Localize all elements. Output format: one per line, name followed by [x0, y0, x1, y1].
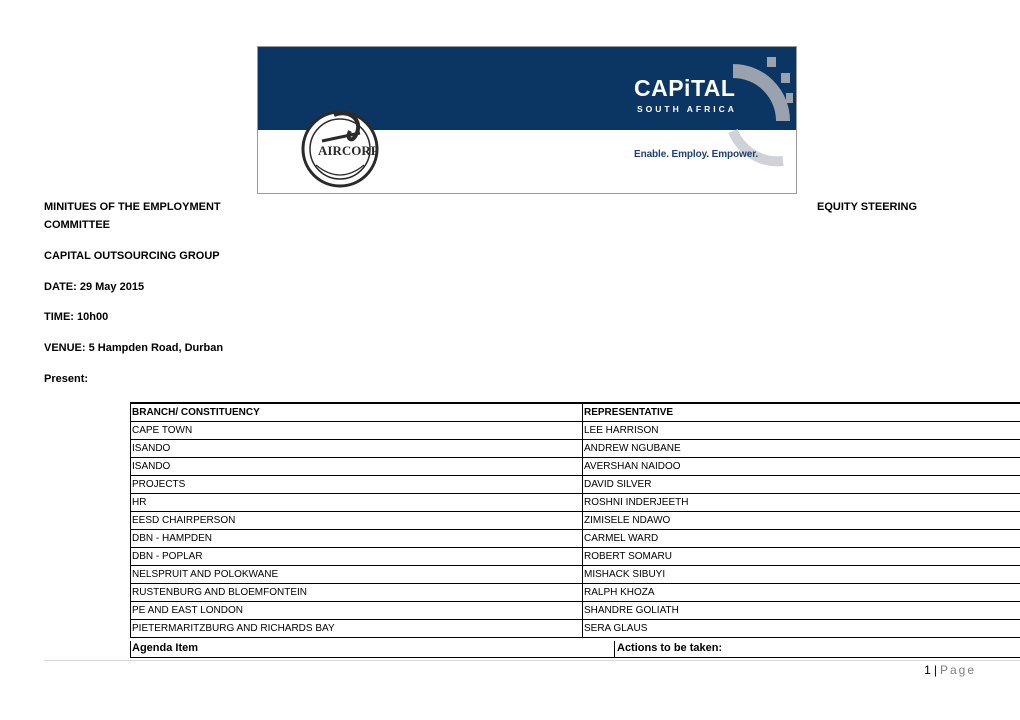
meeting-date: DATE: 29 May 2015	[44, 281, 145, 293]
group-name: CAPITAL OUTSOURCING GROUP	[44, 250, 220, 262]
table-header-row	[131, 403, 1020, 422]
cell-branch: PROJECTS	[131, 476, 583, 494]
page-separator: |	[933, 663, 937, 677]
attendance-table	[130, 402, 1020, 638]
cell-representative: SERA GLAUS	[583, 620, 1020, 638]
meeting-venue: VENUE: 5 Hampden Road, Durban	[44, 342, 224, 354]
cell-representative: ROBERT SOMARU	[583, 548, 1020, 566]
cell-branch: EESD CHAIRPERSON	[131, 512, 583, 530]
cell-branch: PIETERMARITZBURG AND RICHARDS BAY	[131, 620, 583, 638]
cell-representative: ROSHNI INDERJEETH	[583, 494, 1020, 512]
cell-representative: RALPH KHOZA	[583, 584, 1020, 602]
table-row	[131, 548, 1020, 566]
brand-subtitle: SOUTH AFRICA	[637, 104, 737, 114]
svg-text:AIRCORP: AIRCORP	[318, 143, 379, 158]
table-row	[131, 566, 1020, 584]
actions-label: Actions to be taken:	[617, 642, 723, 654]
cell-branch: PE AND EAST LONDON	[131, 602, 583, 620]
title-line1-left: MINITUES OF THE EMPLOYMENT	[44, 201, 221, 213]
cell-representative: DAVID SILVER	[583, 476, 1020, 494]
page-number	[924, 663, 976, 677]
table-row	[131, 440, 1020, 458]
table-row	[131, 494, 1020, 512]
header-branch: BRANCH/ CONSTITUENCY	[131, 403, 583, 422]
table-row	[131, 422, 1020, 440]
table-row	[131, 530, 1020, 548]
agenda-item-label: Agenda Item	[132, 642, 199, 654]
title-line2: COMMITTEE	[44, 219, 110, 231]
cell-branch: ISANDO	[131, 458, 583, 476]
agenda-divider	[614, 641, 615, 657]
header-representative: REPRESENTATIVE	[583, 403, 1020, 422]
brand-tagline: Enable. Employ. Empower.	[634, 149, 759, 160]
cell-branch: DBN - POPLAR	[131, 548, 583, 566]
agenda-header-row	[130, 641, 1020, 658]
header-logo-banner	[257, 46, 797, 194]
cell-branch: ISANDO	[131, 440, 583, 458]
table-row	[131, 458, 1020, 476]
brand-wordmark: CAPiTAL	[634, 75, 736, 101]
aircorp-emblem-icon	[298, 105, 388, 191]
table-row	[131, 620, 1020, 638]
cell-representative: MISHACK SIBUYI	[583, 566, 1020, 584]
page-number-value: 1	[924, 663, 931, 677]
present-label: Present:	[44, 373, 89, 385]
cell-representative: AVERSHAN NAIDOO	[583, 458, 1020, 476]
title-line1-right: EQUITY STEERING	[817, 201, 918, 213]
table-row	[131, 512, 1020, 530]
table-row	[131, 602, 1020, 620]
table-row	[131, 584, 1020, 602]
cell-branch: CAPE TOWN	[131, 422, 583, 440]
cell-representative: ZIMISELE NDAWO	[583, 512, 1020, 530]
cell-branch: RUSTENBURG AND BLOEMFONTEIN	[131, 584, 583, 602]
footer-rule	[44, 660, 1020, 661]
cell-representative: CARMEL WARD	[583, 530, 1020, 548]
page-word: Page	[939, 663, 976, 677]
cell-representative: SHANDRE GOLIATH	[583, 602, 1020, 620]
meeting-time: TIME: 10h00	[44, 311, 109, 323]
cell-branch: HR	[131, 494, 583, 512]
cell-representative: ANDREW NGUBANE	[583, 440, 1020, 458]
cell-branch: DBN - HAMPDEN	[131, 530, 583, 548]
table-row	[131, 476, 1020, 494]
cell-branch: NELSPRUIT AND POLOKWANE	[131, 566, 583, 584]
cell-representative: LEE HARRISON	[583, 422, 1020, 440]
